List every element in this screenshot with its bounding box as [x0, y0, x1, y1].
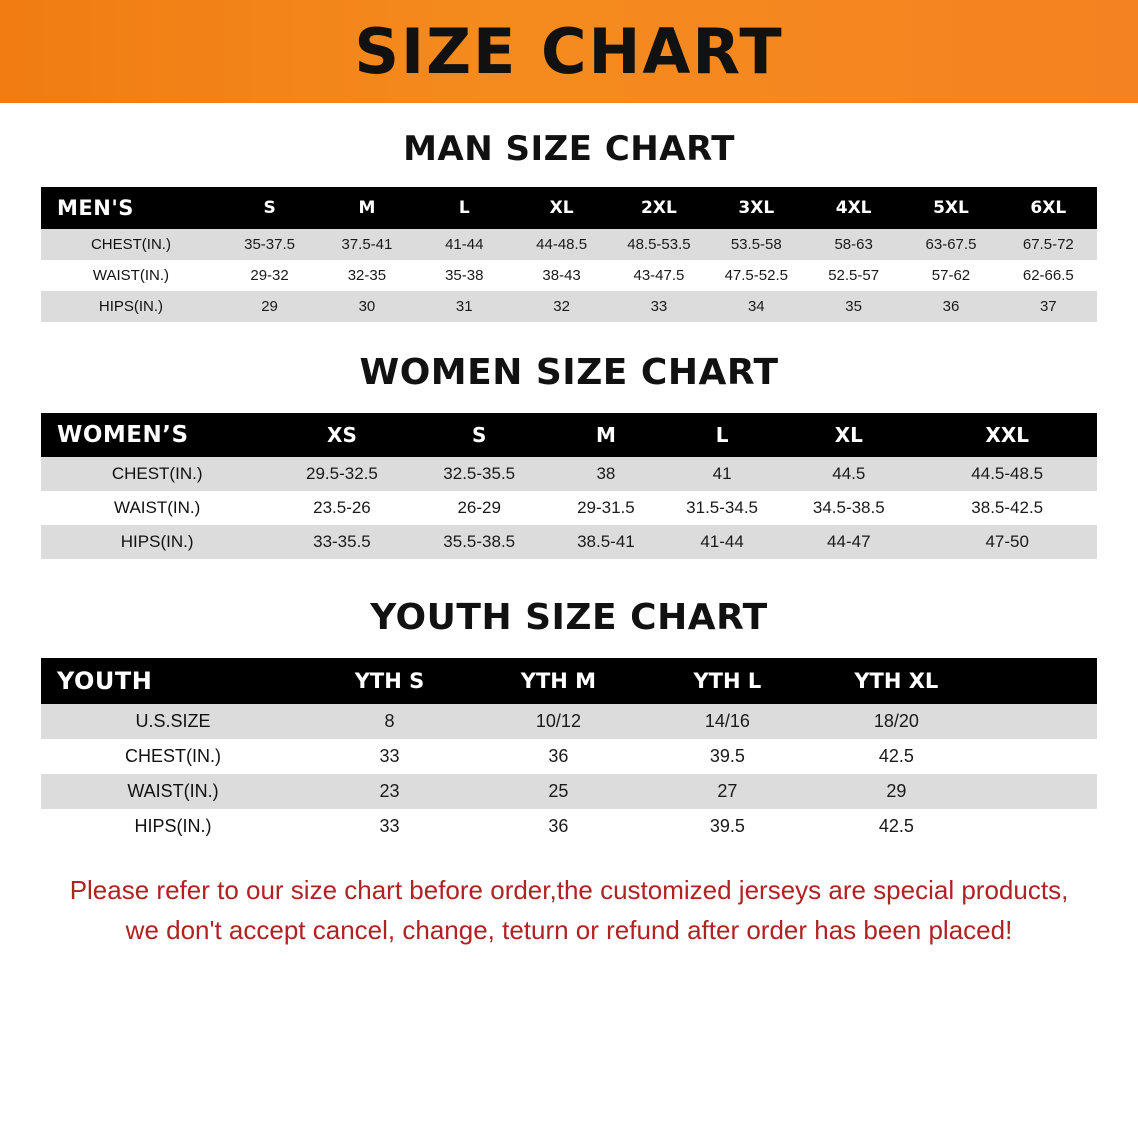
- column-header: YTH M: [474, 658, 643, 704]
- table-cell: 33: [610, 291, 707, 322]
- table-header-row: [41, 413, 1097, 457]
- table-cell: 62-66.5: [1000, 260, 1097, 291]
- row-label: HIPS(IN.): [41, 291, 221, 322]
- table-cell: 57-62: [902, 260, 999, 291]
- man-size-table: [41, 187, 1097, 322]
- footer-note-line-1: Please refer to our size chart before order,the customized jerseys are special products,: [69, 875, 1069, 905]
- women-size-table: [41, 413, 1097, 559]
- table-cell: 38.5-41: [548, 525, 664, 559]
- table-cell: 27: [643, 774, 812, 809]
- table-cell: 29: [221, 291, 318, 322]
- table-row: [41, 229, 1097, 260]
- table-cell: 53.5-58: [708, 229, 805, 260]
- column-header: YTH L: [643, 658, 812, 704]
- table-header-row: [41, 187, 1097, 229]
- table-cell: 44-47: [780, 525, 917, 559]
- table-cell-spacer: [981, 739, 1097, 774]
- column-header: YTH XL: [812, 658, 981, 704]
- table-row: [41, 291, 1097, 322]
- column-header: L: [664, 413, 780, 457]
- table-row: [41, 260, 1097, 291]
- table-cell: 23: [305, 774, 474, 809]
- table-cell: 35-37.5: [221, 229, 318, 260]
- column-header: M: [548, 413, 664, 457]
- row-label: WAIST(IN.): [41, 260, 221, 291]
- row-label: HIPS(IN.): [41, 809, 305, 844]
- table-cell: 35.5-38.5: [411, 525, 548, 559]
- column-header: XL: [513, 187, 610, 229]
- table-cell: 37.5-41: [318, 229, 415, 260]
- table-cell: 23.5-26: [273, 491, 410, 525]
- table-cell: 29: [812, 774, 981, 809]
- table-cell: 18/20: [812, 704, 981, 739]
- table-cell: 44.5: [780, 457, 917, 491]
- table-cell: 29-32: [221, 260, 318, 291]
- page-title: SIZE CHART: [354, 14, 784, 88]
- table-row: [41, 704, 1097, 739]
- table-cell: 8: [305, 704, 474, 739]
- table-cell: 35-38: [416, 260, 513, 291]
- table-cell-spacer: [981, 774, 1097, 809]
- table-cell: 38: [548, 457, 664, 491]
- row-label: HIPS(IN.): [41, 525, 273, 559]
- table-cell: 41-44: [664, 525, 780, 559]
- column-header: XS: [273, 413, 410, 457]
- table-row: [41, 491, 1097, 525]
- column-header: MEN'S: [41, 187, 221, 229]
- column-header: XXL: [917, 413, 1097, 457]
- table-cell: 47-50: [917, 525, 1097, 559]
- table-cell-spacer: [981, 809, 1097, 844]
- column-header: M: [318, 187, 415, 229]
- column-header: 3XL: [708, 187, 805, 229]
- table-cell: 32-35: [318, 260, 415, 291]
- row-label: CHEST(IN.): [41, 457, 273, 491]
- table-cell: 63-67.5: [902, 229, 999, 260]
- table-cell: 29-31.5: [548, 491, 664, 525]
- column-header: 5XL: [902, 187, 999, 229]
- table-cell: 42.5: [812, 739, 981, 774]
- footer-note: [44, 870, 1094, 951]
- table-cell: 10/12: [474, 704, 643, 739]
- table-cell: 47.5-52.5: [708, 260, 805, 291]
- row-label: WAIST(IN.): [41, 774, 305, 809]
- table-cell: 31.5-34.5: [664, 491, 780, 525]
- row-label: WAIST(IN.): [41, 491, 273, 525]
- table-cell: 33: [305, 809, 474, 844]
- table-cell: 52.5-57: [805, 260, 902, 291]
- table-cell: 31: [416, 291, 513, 322]
- table-cell: 41: [664, 457, 780, 491]
- footer-note-line-2: we don't accept cancel, change, teturn or refund after order has been placed!: [125, 915, 1013, 946]
- table-cell: 43-47.5: [610, 260, 707, 291]
- table-cell: 42.5: [812, 809, 981, 844]
- table-row: [41, 739, 1097, 774]
- table-cell: 30: [318, 291, 415, 322]
- youth-table-wrap: [41, 658, 1097, 844]
- table-cell: 38-43: [513, 260, 610, 291]
- table-cell: 67.5-72: [1000, 229, 1097, 260]
- banner: [0, 0, 1138, 103]
- row-label: U.S.SIZE: [41, 704, 305, 739]
- women-table-wrap: [41, 413, 1097, 559]
- youth-section-heading: YOUTH SIZE CHART: [370, 597, 768, 638]
- column-header: 2XL: [610, 187, 707, 229]
- table-cell: 33: [305, 739, 474, 774]
- table-cell: 48.5-53.5: [610, 229, 707, 260]
- table-row: [41, 525, 1097, 559]
- table-row: [41, 774, 1097, 809]
- table-cell: 35: [805, 291, 902, 322]
- table-cell: 41-44: [416, 229, 513, 260]
- column-header: WOMEN’S: [41, 413, 273, 457]
- man-table-wrap: [41, 187, 1097, 322]
- column-header-spacer: [981, 658, 1097, 704]
- table-row: [41, 457, 1097, 491]
- table-cell: 34: [708, 291, 805, 322]
- table-cell: 36: [474, 739, 643, 774]
- table-cell: 29.5-32.5: [273, 457, 410, 491]
- table-cell: 44.5-48.5: [917, 457, 1097, 491]
- table-cell-spacer: [981, 704, 1097, 739]
- row-label: CHEST(IN.): [41, 739, 305, 774]
- table-cell: 44-48.5: [513, 229, 610, 260]
- man-section-heading: MAN SIZE CHART: [403, 129, 735, 169]
- youth-size-table: [41, 658, 1097, 844]
- table-cell: 37: [1000, 291, 1097, 322]
- table-cell: 32: [513, 291, 610, 322]
- table-cell: 14/16: [643, 704, 812, 739]
- column-header: XL: [780, 413, 917, 457]
- column-header: YOUTH: [41, 658, 305, 704]
- table-cell: 36: [474, 809, 643, 844]
- column-header: YTH S: [305, 658, 474, 704]
- table-cell: 39.5: [643, 739, 812, 774]
- women-section-heading: WOMEN SIZE CHART: [359, 352, 779, 393]
- table-header-row: [41, 658, 1097, 704]
- column-header: S: [411, 413, 548, 457]
- table-cell: 36: [902, 291, 999, 322]
- table-cell: 38.5-42.5: [917, 491, 1097, 525]
- column-header: 4XL: [805, 187, 902, 229]
- table-cell: 58-63: [805, 229, 902, 260]
- column-header: L: [416, 187, 513, 229]
- column-header: 6XL: [1000, 187, 1097, 229]
- table-cell: 32.5-35.5: [411, 457, 548, 491]
- table-cell: 26-29: [411, 491, 548, 525]
- column-header: S: [221, 187, 318, 229]
- table-cell: 34.5-38.5: [780, 491, 917, 525]
- table-cell: 25: [474, 774, 643, 809]
- table-cell: 39.5: [643, 809, 812, 844]
- row-label: CHEST(IN.): [41, 229, 221, 260]
- table-row: [41, 809, 1097, 844]
- table-cell: 33-35.5: [273, 525, 410, 559]
